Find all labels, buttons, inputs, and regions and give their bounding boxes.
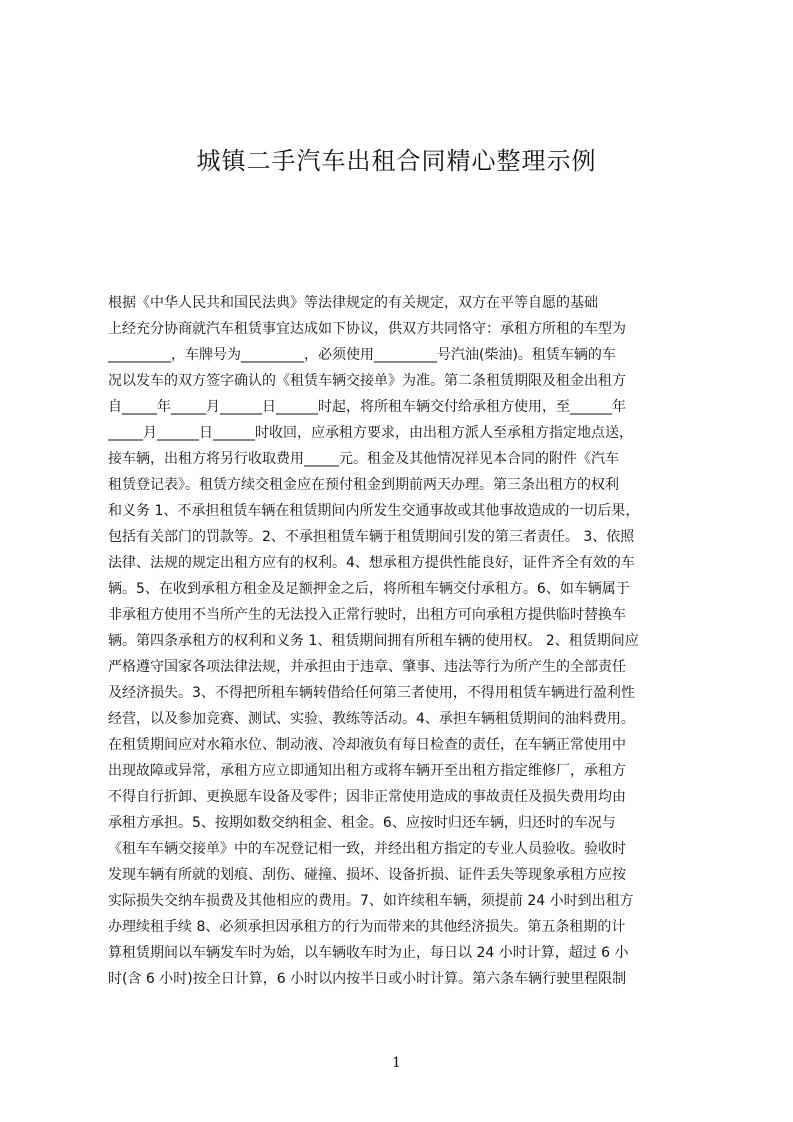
page-number: 1 (392, 1055, 401, 1071)
body-line: _____月______日______时收回，应承租方要求，由出租方派人至承租方指定地点送， (108, 425, 633, 441)
body-line: 法律、法规的规定出租方应有的权利。4、想承租方提供性能良好，证件齐全有效的车 (108, 555, 635, 571)
body-line: 自_____年_____月______日______时起，将所租车辆交付给承租方使用，至______年 (108, 399, 626, 415)
body-line: 算租赁期间以车辆发车时为始，以车辆收车时为止，每日以 24 小时计算，超过 6 小 (108, 945, 629, 961)
body-line: 和义务 1、不承担租赁车辆在租赁期间内所发生交通事故或其他事故造成的一切后果， (108, 503, 640, 519)
body-line: 辆。第四条承租方的权利和义务 1、租赁期间拥有所租车辆的使用权。 2、租赁期间应 (108, 633, 639, 649)
body-line: 及经济损失。3、不得把所租车辆转借给任何第三者使用，不得用租赁车辆进行盈利性 (108, 685, 635, 701)
body-line: 发现车辆有所就的划痕、刮伤、碰撞、损坏、设备折损、证件丢失等现象承租方应按 (108, 867, 626, 883)
body-line: 包括有关部门的罚款等。2、不承担租赁车辆于租赁期间引发的第三者责任。 3、依照 (108, 529, 635, 545)
document-body (108, 290, 698, 992)
body-line: 办理续租手续 8、必须承担因承租方的行为而带来的其他经济损失。第五条租期的计 (108, 919, 626, 935)
body-line: _________，车牌号为_________，必须使用_________号汽油(柴油)。租赁车辆的车 (108, 347, 616, 363)
body-line: 非承租方使用不当所产生的无法投入正常行驶时，出租方可向承租方提供临时替换车 (108, 607, 626, 623)
body-line: 经营，以及参加竞赛、测试、实验、教练等活动。4、承担车辆租赁期间的油料费用。 (108, 711, 635, 727)
body-line: 租赁登记表》。租赁方续交租金应在预付租金到期前两天办理。第三条出租方的权利 (108, 477, 619, 493)
body-line: 承租方承担。5、按期如数交纳租金、租金。6、应按时归还车辆，归还时的车况与 (108, 815, 616, 831)
body-line: 接车辆，出租方将另行收取费用_____元。租金及其他情况祥见本合同的附件《汽车 (108, 451, 619, 467)
document-title: 城镇二手汽车出租合同精心整理示例 (196, 147, 597, 175)
body-line: 时(含 6 小时)按全日计算，6 小时以内按半日或小时计算。第六条车辆行驶里程限制 (108, 971, 627, 987)
body-line: 况以发车的双方签字确认的《租赁车辆交接单》为准。第二条租赁期限及租金出租方 (108, 373, 626, 389)
body-line: 《租车车辆交接单》中的车况登记相一致，并经出租方指定的专业人员验收。验收时 (108, 841, 626, 857)
body-line: 实际损失交纳车损费及其他相应的费用。7、如许续租车辆，须提前 24 小时到出租方 (108, 893, 634, 909)
body-line: 上经充分协商就汽车租赁事宜达成如下协议，供双方共同恪守：承租方所租的车型为 (108, 321, 626, 337)
body-line: 不得自行折卸、更换愿车设备及零件；因非正常使用造成的事故责任及损失费用均由 (108, 789, 626, 805)
body-line: 严格遵守国家各项法律法规，并承担由于违章、肇事、违法等行为所产生的全部责任 (108, 659, 626, 675)
body-line: 根据《中华人民共和国民法典》等法律规定的有关规定，双方在平等自愿的基础 (108, 295, 598, 311)
body-line: 出现故障或异常，承租方应立即通知出租方或将车辆开至出租方指定维修厂，承租方 (108, 763, 626, 779)
body-line: 在租赁期间应对水箱水位、制动液、冷却液负有每日检查的责任，在车辆正常使用中 (108, 737, 626, 753)
body-line: 辆。5、在收到承租方租金及足额押金之后，将所租车辆交付承租方。6、如车辆属于 (108, 581, 630, 597)
